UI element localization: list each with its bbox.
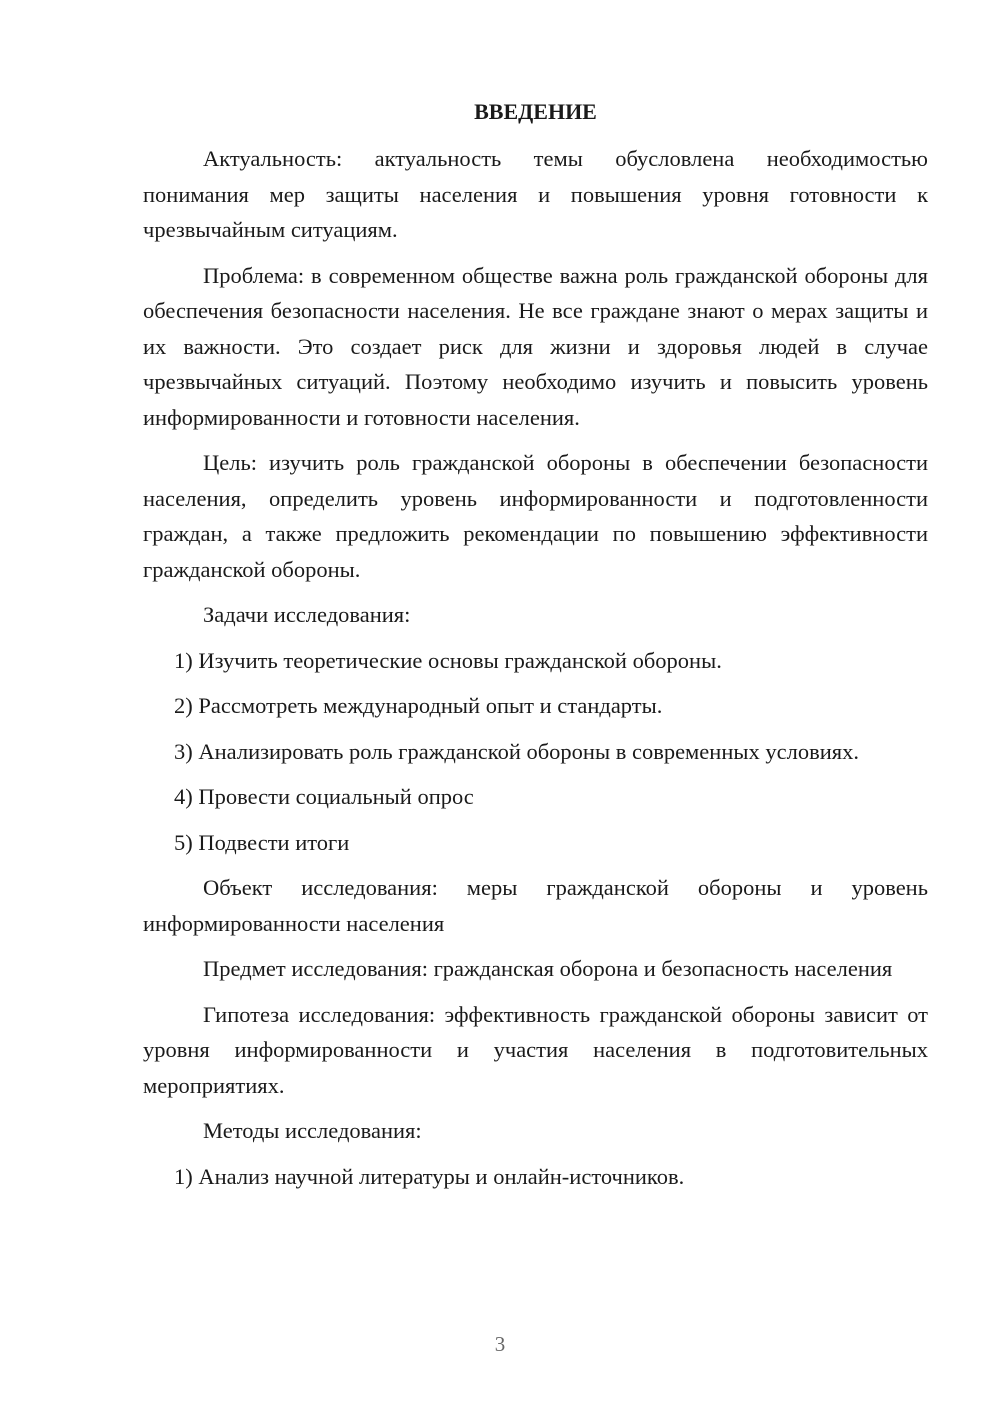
paragraph-problem: Проблема: в современном обществе важна роль гражданской обороны для обеспечения безопасности населения. Не все граждане знают о мерах защиты и их важности. Это создает риск для жизни и здоровья людей в случае чрезвычайных ситуаций. Поэтому необходимо изучить и повысить уровень информированности и готовности населения. <box>143 262 928 430</box>
paragraph-goal: Цель: изучить роль гражданской обороны в обеспечении безопасности населения, определить уровень информированности и подготовленности граждан, а также предложить рекомендации по повышению эффективности гражданской обороны. <box>143 450 928 582</box>
page-number: 3 <box>494 1332 506 1356</box>
task-item: 1) Изучить теоретические основы гражданской обороны. <box>174 647 722 673</box>
page-content <box>143 94 928 1204</box>
page-title: ВВЕДЕНИЕ <box>474 99 597 124</box>
methods-heading: Методы исследования: <box>203 1118 422 1143</box>
paragraph-object: Объект исследования: меры гражданской обороны и уровень информированности населения <box>143 875 928 936</box>
task-item: 4) Провести социальный опрос <box>174 784 474 809</box>
method-item: 1) Анализ научной литературы и онлайн-источников. <box>174 1163 685 1189</box>
paragraph-subject: Предмет исследования: гражданская оборона и безопасность населения <box>203 956 893 981</box>
paragraph-relevance: Актуальность: актуальность темы обусловлена необходимостью понимания мер защиты населения и повышения уровня готовности к чрезвычайным ситуациям. <box>143 146 928 242</box>
task-item: 2) Рассмотреть международный опыт и стандарты. <box>174 693 663 718</box>
tasks-heading: Задачи исследования: <box>203 602 411 627</box>
task-item: 3) Анализировать роль гражданской обороны в современных условиях. <box>174 738 859 764</box>
task-item: 5) Подвести итоги <box>174 829 350 855</box>
paragraph-hypothesis: Гипотеза исследования: эффективность гражданской обороны зависит от уровня информированности и участия населения в подготовительных мероприятиях. <box>143 1001 928 1098</box>
